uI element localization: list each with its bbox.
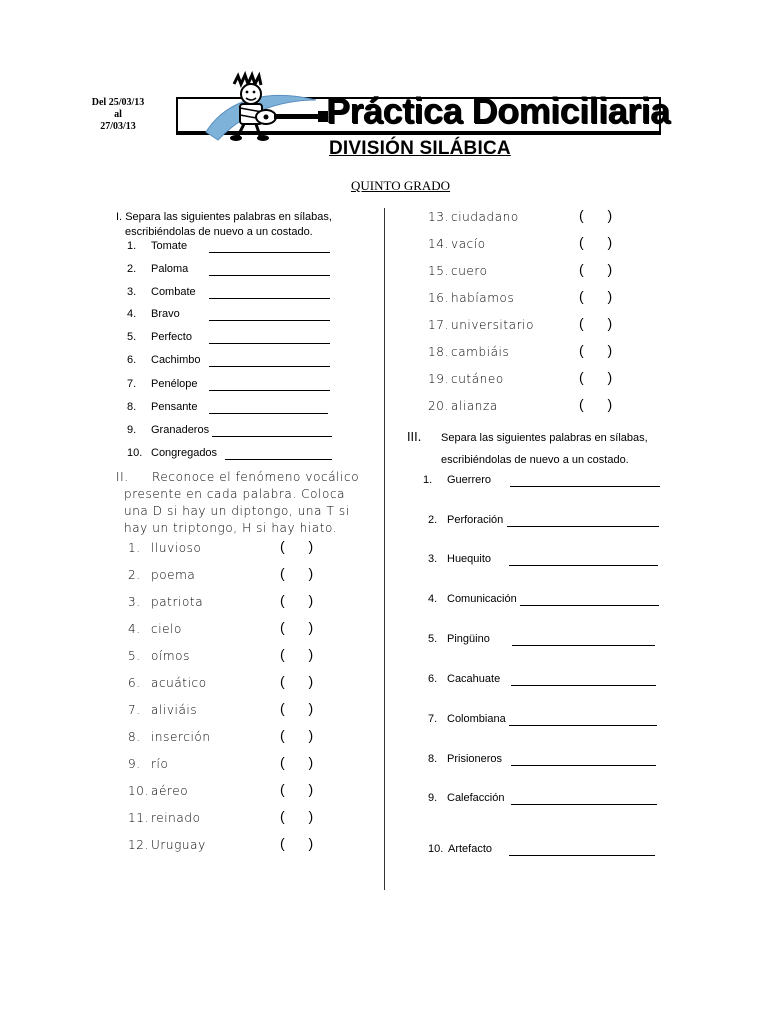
answer-box[interactable]: ( ) [280, 673, 324, 689]
section3-item [428, 753, 502, 765]
item-number: 4. [428, 593, 438, 605]
answer-blank[interactable] [510, 486, 660, 487]
item-number: 17. [428, 318, 449, 332]
answer-blank[interactable] [509, 725, 657, 726]
item-number: 1. [127, 240, 137, 252]
item-number: 7. [127, 378, 137, 390]
answer-blank[interactable] [511, 685, 656, 686]
section1-item [127, 286, 196, 298]
item-word: Artefacto [448, 843, 493, 855]
banner-title: Práctica Domiciliaria [326, 90, 670, 131]
section2-instruction-rest: presente en cada palabra. Coloca una D si hay un diptongo, una T si hay un triptongo, H si hay hiato. [124, 487, 350, 535]
date-to: 27/03/13 [100, 121, 136, 132]
section2-item [428, 345, 509, 359]
item-number: 14. [428, 237, 449, 251]
section3-item [428, 514, 503, 526]
item-number: 5. [128, 649, 141, 663]
item-number: 7. [128, 703, 141, 717]
section2-instruction [116, 469, 366, 537]
section3-instruction-line2: escribiéndolas de nuevo a un costado. [441, 454, 629, 466]
item-number: 10. [127, 447, 143, 459]
item-word: acuático [151, 676, 207, 690]
section2-item [128, 541, 201, 555]
section1-roman: I. [116, 211, 123, 223]
section1-item [127, 354, 201, 366]
answer-box[interactable]: ( ) [280, 538, 324, 554]
answer-box[interactable]: ( ) [280, 727, 324, 743]
item-number: 2. [127, 263, 137, 275]
item-word: oímos [151, 649, 190, 663]
section2-item [128, 811, 201, 825]
section1-item [127, 378, 198, 390]
item-word: Pensante [151, 401, 198, 413]
item-number: 9. [128, 757, 141, 771]
section2-item [428, 264, 488, 278]
item-word: cielo [151, 622, 182, 636]
item-number: 13. [428, 210, 449, 224]
item-word: lluvioso [151, 541, 202, 555]
answer-blank[interactable] [212, 436, 332, 437]
item-word: Bravo [151, 308, 180, 320]
section3-item [423, 474, 491, 486]
answer-blank[interactable] [209, 252, 330, 253]
item-word: Pingüino [447, 633, 490, 645]
guitar-mascot-icon [196, 70, 336, 145]
item-word: Calefacción [447, 792, 505, 804]
answer-blank[interactable] [209, 320, 330, 321]
answer-box[interactable]: ( ) [280, 781, 324, 797]
item-word: Comunicación [447, 593, 517, 605]
date-from: Del 25/03/13 [91, 97, 145, 108]
section1-item [127, 424, 209, 436]
answer-blank[interactable] [509, 855, 655, 856]
item-number: 16. [428, 291, 449, 305]
item-word: Colombiana [447, 713, 506, 725]
answer-blank[interactable] [209, 366, 330, 367]
section1-item [127, 308, 180, 320]
item-word: Cacahuate [447, 673, 501, 685]
answer-box[interactable]: ( ) [280, 700, 324, 716]
item-number: 8. [428, 753, 438, 765]
answer-box[interactable]: ( ) [280, 565, 324, 581]
item-word: Huequito [447, 553, 492, 565]
section1-item [127, 401, 197, 413]
section1-item [127, 447, 217, 459]
item-word: poema [151, 568, 196, 582]
item-number: 11. [128, 811, 149, 825]
item-word: Combate [151, 286, 196, 298]
item-number: 4. [128, 622, 141, 636]
item-number: 12. [128, 838, 149, 852]
item-word: Penélope [151, 378, 198, 390]
item-word: Guerrero [447, 474, 492, 486]
item-word: cuero [451, 264, 488, 278]
item-number: 7. [428, 713, 438, 725]
section2-item [128, 568, 195, 582]
section1-item [127, 331, 192, 343]
answer-box[interactable]: ( ) [280, 808, 324, 824]
section2-item [128, 730, 211, 744]
item-number: 19. [428, 372, 449, 386]
item-word: habíamos [451, 291, 515, 305]
answer-box[interactable]: ( ) [280, 835, 324, 851]
item-word: Cachimbo [151, 354, 201, 366]
section2-item [128, 622, 182, 636]
item-word: cutáneo [451, 372, 504, 386]
section2-roman: II. [116, 470, 129, 484]
section1-item [127, 263, 188, 275]
section3-item [428, 553, 491, 565]
answer-blank[interactable] [520, 605, 659, 606]
item-number: 8. [127, 401, 137, 413]
section3-instruction [407, 426, 648, 471]
item-word: Paloma [151, 263, 189, 275]
item-word: universitario [451, 318, 535, 332]
section1-item [127, 240, 187, 252]
answer-box[interactable]: ( ) [579, 288, 623, 304]
answer-blank[interactable] [512, 645, 655, 646]
answer-blank[interactable] [225, 459, 332, 460]
item-word: cambiáis [451, 345, 510, 359]
item-number: 3. [128, 595, 141, 609]
item-number: 10. [128, 784, 149, 798]
section3-item [428, 792, 504, 804]
section2-item [128, 649, 190, 663]
section2-item [128, 838, 206, 852]
item-word: aliviáis [151, 703, 198, 717]
grade-label: QUINTO GRADO [351, 178, 451, 193]
item-word: alianza [451, 399, 498, 413]
item-word: ciudadano [451, 210, 519, 224]
item-number: 9. [428, 792, 438, 804]
item-word: Perfecto [151, 331, 192, 343]
answer-box[interactable]: ( ) [579, 234, 623, 250]
item-number: 2. [428, 514, 438, 526]
item-word: Granaderos [151, 424, 210, 436]
section2-item [428, 372, 504, 386]
section3-roman: III. [407, 430, 422, 444]
answer-blank[interactable] [209, 413, 328, 414]
answer-box[interactable]: ( ) [579, 369, 623, 385]
answer-blank[interactable] [209, 298, 330, 299]
date-range [78, 97, 158, 133]
item-word: Tomate [151, 240, 188, 252]
item-number: 3. [127, 286, 137, 298]
item-number: 6. [428, 673, 438, 685]
section3-item [428, 713, 506, 725]
section1-instruction [116, 210, 366, 240]
item-number: 9. [127, 424, 137, 436]
answer-blank[interactable] [209, 390, 330, 391]
item-number: 4. [127, 308, 137, 320]
item-word: patriota [151, 595, 204, 609]
item-number: 2. [128, 568, 141, 582]
item-word: Uruguay [151, 838, 206, 852]
answer-box[interactable]: ( ) [579, 261, 623, 277]
section3-item [428, 843, 492, 855]
item-word: Perforación [447, 514, 504, 526]
section3-item [428, 593, 517, 605]
section2-item [428, 210, 519, 224]
item-number: 10. [428, 843, 444, 855]
item-number: 20. [428, 399, 449, 413]
column-divider [384, 208, 385, 890]
item-word: vacío [451, 237, 486, 251]
answer-box[interactable]: ( ) [280, 619, 324, 635]
answer-blank[interactable] [507, 526, 659, 527]
item-word: río [151, 757, 169, 771]
section1-instruction-line1: Separa las siguientes palabras en sílabas, [125, 211, 332, 223]
section3-item [428, 633, 490, 645]
section2-item [128, 784, 188, 798]
answer-box[interactable]: ( ) [579, 396, 623, 412]
item-word: Congregados [151, 447, 218, 459]
item-number: 1. [128, 541, 141, 555]
item-number: 3. [428, 553, 438, 565]
section3-instruction-line1: Separa las siguientes palabras en sílabas, [441, 432, 648, 444]
item-number: 5. [428, 633, 438, 645]
date-connector: al [114, 109, 122, 120]
answer-box[interactable]: ( ) [579, 342, 623, 358]
item-word: Prisioneros [447, 753, 503, 765]
section2-item [128, 703, 197, 717]
section1-instruction-line2: escribiéndolas de nuevo a un costado. [125, 226, 313, 238]
item-number: 6. [127, 354, 137, 366]
answer-blank[interactable] [511, 804, 657, 805]
item-number: 8. [128, 730, 141, 744]
page-title: DIVISIÓN SILÁBICA [329, 138, 511, 159]
answer-box[interactable]: ( ) [280, 646, 324, 662]
section2-item [128, 757, 168, 771]
section2-item [428, 399, 498, 413]
answer-box[interactable]: ( ) [579, 315, 623, 331]
section2-item [428, 318, 534, 332]
answer-blank[interactable] [509, 565, 658, 566]
section2-item [428, 237, 486, 251]
answer-blank[interactable] [209, 275, 330, 276]
section2-item [428, 291, 514, 305]
answer-blank[interactable] [209, 343, 330, 344]
item-number: 1. [423, 474, 433, 486]
item-number: 5. [127, 331, 137, 343]
item-number: 18. [428, 345, 449, 359]
item-word: reinado [151, 811, 201, 825]
section2-instruction-first: Reconoce el fenómeno vocálico [152, 470, 360, 484]
item-number: 6. [128, 676, 141, 690]
section3-item [428, 673, 500, 685]
section2-item [128, 595, 203, 609]
item-word: aéreo [151, 784, 189, 798]
answer-blank[interactable] [511, 765, 656, 766]
answer-box[interactable]: ( ) [280, 592, 324, 608]
item-number: 15. [428, 264, 449, 278]
item-word: inserción [151, 730, 211, 744]
answer-box[interactable]: ( ) [579, 207, 623, 223]
section2-item [128, 676, 207, 690]
answer-box[interactable]: ( ) [280, 754, 324, 770]
